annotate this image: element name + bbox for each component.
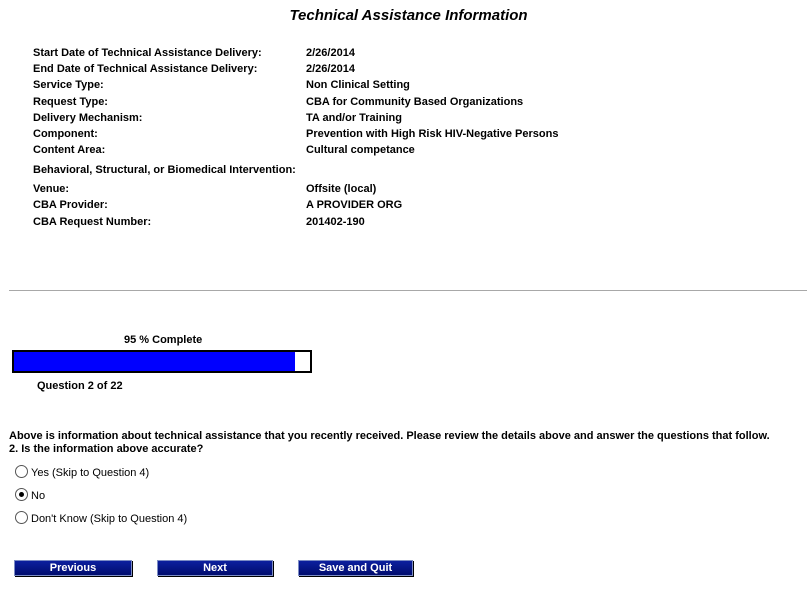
radio-dont-know[interactable] <box>15 511 28 524</box>
save-and-quit-button[interactable]: Save and Quit <box>298 560 413 576</box>
info-value: Offsite (local) <box>306 183 377 196</box>
section-divider <box>9 290 807 291</box>
info-label: Content Area: <box>33 144 106 157</box>
question-text: 2. Is the information above accurate? <box>9 443 204 455</box>
page-title: Technical Assistance Information <box>289 7 528 24</box>
radio-no[interactable] <box>15 488 28 501</box>
info-value: CBA for Community Based Organizations <box>306 95 524 108</box>
option-no[interactable] <box>15 484 187 507</box>
info-value: 201402-190 <box>306 215 365 228</box>
info-value: Cultural competance <box>306 144 415 157</box>
option-yes[interactable] <box>15 461 187 484</box>
question-block <box>9 430 770 456</box>
info-label: Start Date of Technical Assistance Delivery: <box>33 47 262 59</box>
info-value: TA and/or Training <box>306 111 402 124</box>
info-label: Service Type: <box>33 79 104 92</box>
info-label: Delivery Mechanism: <box>33 111 143 124</box>
info-value: 2/26/2014 <box>306 47 355 59</box>
info-value: A PROVIDER ORG <box>306 199 403 212</box>
info-label: Request Type: <box>33 95 108 108</box>
option-label[interactable]: No <box>31 489 46 502</box>
radio-yes[interactable] <box>15 465 28 478</box>
option-label[interactable]: Don't Know (Skip to Question 4) <box>31 512 188 525</box>
info-label: Component: <box>33 127 98 140</box>
info-value: Non Clinical Setting <box>306 79 410 92</box>
info-label: CBA Provider: <box>33 199 108 212</box>
previous-button[interactable]: Previous <box>14 560 132 576</box>
info-label: CBA Request Number: <box>33 215 152 228</box>
info-label: Behavioral, Structural, or Biomedical Intervention: <box>33 164 296 177</box>
answer-options <box>15 461 187 530</box>
option-label[interactable]: Yes (Skip to Question 4) <box>31 466 150 479</box>
info-value: Prevention with High Risk HIV-Negative Persons <box>306 127 559 140</box>
option-dont-know[interactable] <box>15 507 187 530</box>
next-button[interactable]: Next <box>157 560 273 576</box>
progress-fill <box>14 352 295 371</box>
info-label: End Date of Technical Assistance Delivery: <box>33 63 258 76</box>
question-intro: Above is information about technical assistance that you recently received. Please review the details above and answer the questions that follow. <box>9 430 770 442</box>
info-label: Venue: <box>33 183 70 196</box>
progress-bar <box>12 350 312 373</box>
question-counter: Question 2 of 22 <box>37 380 123 392</box>
info-value: 2/26/2014 <box>306 63 355 76</box>
progress-label: 95 % Complete <box>124 334 203 346</box>
